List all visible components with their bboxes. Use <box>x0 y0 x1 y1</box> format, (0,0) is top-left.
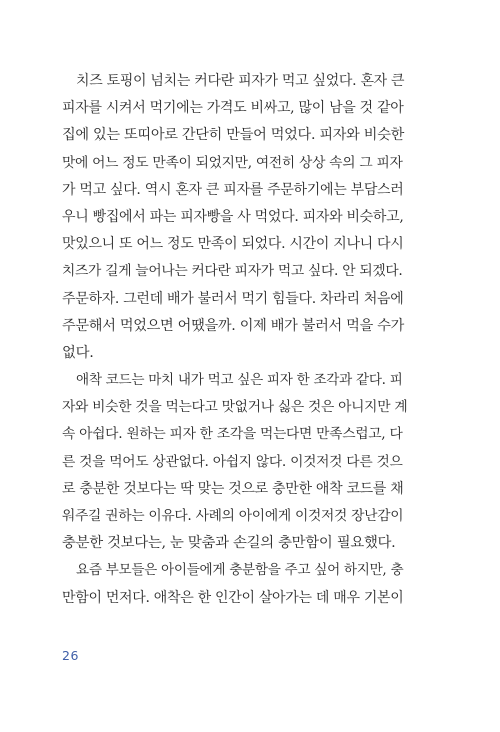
page-number: 26 <box>62 648 79 663</box>
paragraph-2-line-4: 른 것을 먹어도 상관없다. 아쉽지 않다. 이것저것 다른 것으 <box>62 453 403 470</box>
body-text <box>62 68 407 612</box>
paragraph-1-line-4: 맛에 어느 정도 만족이 되었지만, 여전히 상상 속의 그 피자 <box>62 154 403 171</box>
paragraph-1-line-2: 피자를 시켜서 먹기에는 가격도 비싸고, 많이 남을 것 같아 <box>62 100 404 117</box>
paragraph-2-line-3: 속 아쉽다. 원하는 피자 한 조각을 먹는다면 만족스럽고, 다 <box>62 426 403 443</box>
paragraph-2-line-6: 워주길 권하는 이유다. 사례의 아이에게 이것저것 장난감이 <box>62 508 404 524</box>
paragraph-1-line-8: 치즈가 길게 늘어나는 커다란 피자가 먹고 싶다. 안 되겠다. <box>62 263 403 280</box>
paragraph-2-line-7: 충분한 것보다는, 눈 맞춤과 손길의 충만함이 필요했다. <box>62 535 396 552</box>
paragraph-1-line-10: 주문해서 먹었으면 어땠을까. 이제 배가 불러서 먹을 수가 <box>62 317 404 334</box>
paragraph-1-line-9: 주문하자. 그런데 배가 불러서 먹기 힘들다. 차라리 처음에 <box>62 290 404 307</box>
paragraph-2-line-2: 자와 비슷한 것을 먹는다고 맛없거나 싫은 것은 아니지만 계 <box>62 399 408 416</box>
paragraph-1-line-11: 없다. <box>62 344 94 361</box>
paragraph-1-line-6: 우니 빵집에서 파는 피자빵을 사 먹었다. 피자와 비슷하고, <box>62 208 404 225</box>
paragraph-1-line-7: 맛있으니 또 어느 정도 만족이 되었다. 시간이 지나니 다시 <box>62 236 404 253</box>
paragraph-1-line-5: 가 먹고 싶다. 역시 혼자 큰 피자를 주문하기에는 부담스러 <box>62 181 404 198</box>
paragraph-2-line-5: 로 충분한 것보다는 딱 맞는 것으로 충만한 애착 코드를 채 <box>62 480 404 497</box>
paragraph-3-line-2: 만함이 먼저다. 애착은 한 인간이 살아가는 데 매우 기본이 <box>62 589 404 606</box>
paragraph-3-line-1: 요즘 부모들은 아이들에게 충분함을 주고 싶어 하지만, 충 <box>76 562 404 579</box>
paragraph-2-line-1: 애착 코드는 마치 내가 먹고 싶은 피자 한 조각과 같다. 피 <box>76 372 403 389</box>
paragraph-1-line-3: 집에 있는 또띠아로 간단히 만들어 먹었다. 피자와 비슷한 <box>62 127 404 144</box>
paragraph-1-line-1: 치즈 토핑이 넘치는 커다란 피자가 먹고 싶었다. 혼자 큰 <box>76 73 405 89</box>
